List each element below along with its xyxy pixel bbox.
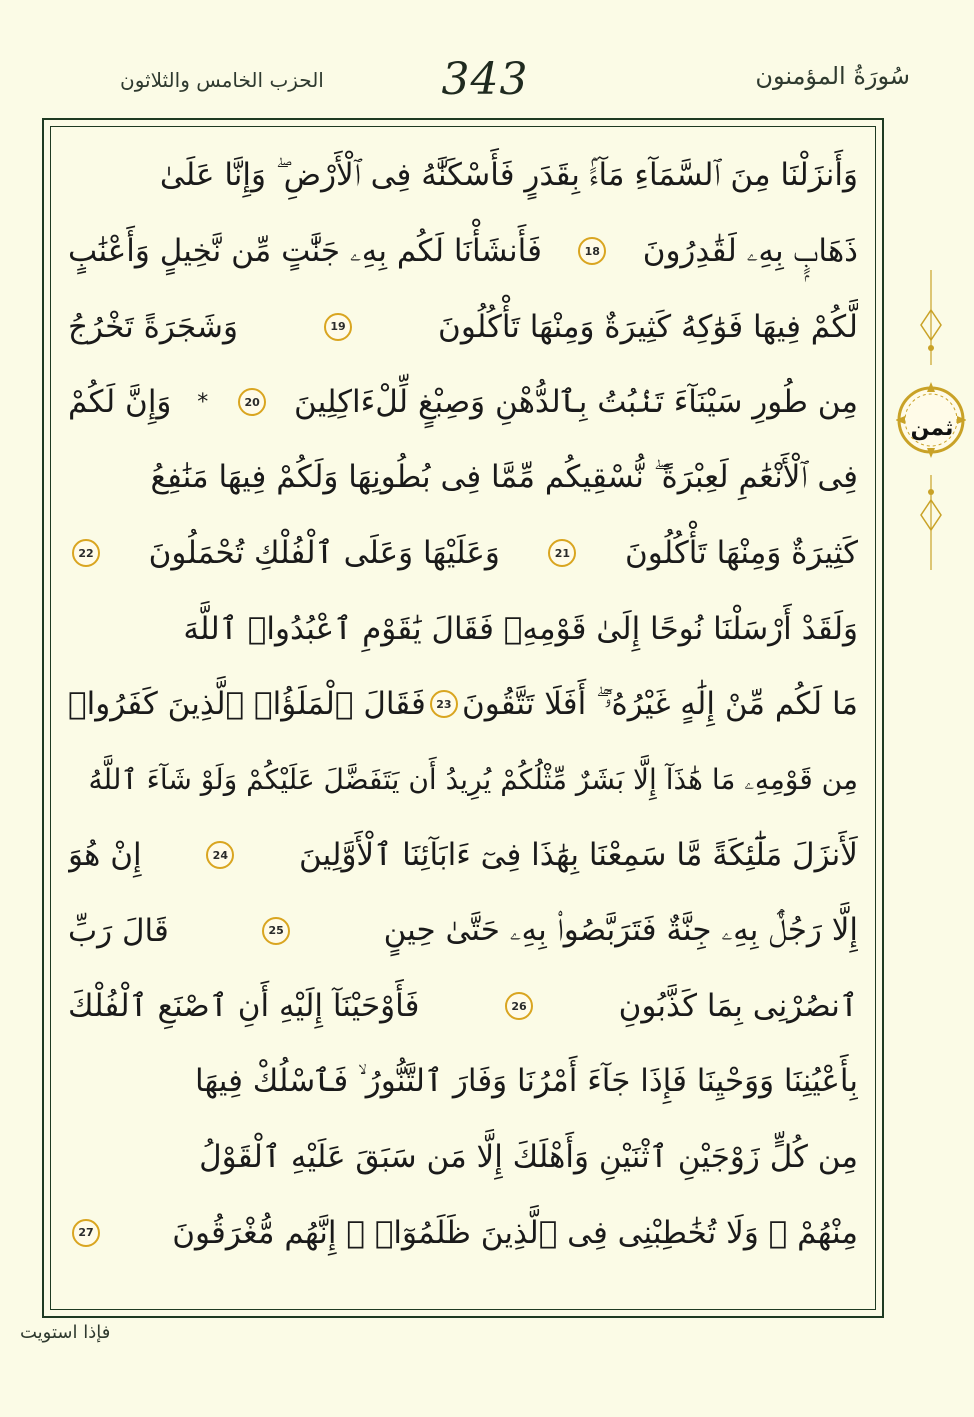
text-frame [42,118,884,1318]
verse-text: وَإِنَّ لَكُمْ [68,384,172,421]
verse-text: لَّكُمْ فِيهَا فَوَٰكِهُ كَثِيرَةٌ وَمِنْهَا تَأْكُلُونَ [438,308,858,345]
catchword: فإذا استويت [20,1322,111,1343]
verse-line [68,818,858,894]
surah-name: سُورَةُ المؤمنون [755,62,910,90]
verse-line [68,1195,858,1271]
verse-line [68,138,858,214]
ayah-number-marker: 27 [72,1219,100,1247]
verse-line [68,969,858,1045]
hizb-star-icon: * [197,389,209,415]
verse-text: فَأَنشَأْنَا لَكُم بِهِۦ جَنَّٰتٍ مِّن نَّخِيلٍ وَأَعْنَٰبٍ [68,232,542,269]
verse-text: كَثِيرَةٌ وَمِنْهَا تَأْكُلُونَ [624,535,858,572]
verse-text: لَأَنزَلَ مَلَٰٓئِكَةً مَّا سَمِعْنَا بِهَٰذَا فِىٓ ءَابَآئِنَا ٱلْأَوَّلِينَ [299,837,858,874]
thumn-marker-label: ثمن [910,416,954,441]
ayah-number-marker: 24 [206,841,234,869]
verse-text: فَأَوْحَيْنَآ إِلَيْهِ أَنِ ٱصْنَعِ ٱلْفُلْكَ [68,988,420,1025]
verse-text: إِلَّا رَجُلٌۢ بِهِۦ جِنَّةٌ فَتَرَبَّصُوا۟ بِهِۦ حَتَّىٰ حِينٍ [383,912,858,949]
verse-text: فَقَالَ ٱلْمَلَؤُا۟ ٱلَّذِينَ كَفَرُوا۟ [68,686,426,723]
verse-line [68,1044,858,1120]
verse-text: مِن كُلٍّ زَوْجَيْنِ ٱثْنَيْنِ وَأَهْلَكَ إِلَّا مَن سَبَقَ عَلَيْهِ ٱلْقَوْلُ [199,1139,858,1176]
verse-text: وَشَجَرَةً تَخْرُجُ [68,308,238,345]
verse-text: مِن طُورِ سَيْنَآءَ تَنۢبُتُ بِٱلدُّهْنِ وَصِبْغٍ لِّلْءَاكِلِينَ [294,384,858,421]
hizb-label: الحزب الخامس والثلاثون [120,68,324,92]
verse-line [68,365,858,441]
verse-line [68,1120,858,1196]
verse-line [68,289,858,365]
verse-line [68,214,858,290]
ayah-number-marker: 25 [262,917,290,945]
verse-line [68,893,858,969]
verse-line [68,667,858,743]
verse-line [68,742,858,818]
ayah-number-marker: 19 [324,313,352,341]
page-number: 343 [441,54,529,105]
verse-text: قَالَ رَبِّ [68,912,169,949]
ayah-number-marker: 21 [548,539,576,567]
verse-text: ٱنصُرْنِى بِمَا كَذَّبُونِ [618,988,858,1025]
verse-lines [68,138,858,1271]
verse-text: إِنْ هُوَ [68,837,142,874]
ayah-number-marker: 18 [578,237,606,265]
verse-line [68,591,858,667]
ayah-number-marker: 23 [430,690,458,718]
ayah-number-marker: 20 [238,388,266,416]
verse-text: وَعَلَيْهَا وَعَلَى ٱلْفُلْكِ تُحْمَلُونَ [148,535,500,572]
verse-line [68,440,858,516]
verse-text: مِنْهُمْ ۖ وَلَا تُخَٰطِبْنِى فِى ٱلَّذِينَ ظَلَمُوٓا۟ ۖ إِنَّهُم مُّغْرَقُونَ [172,1214,858,1251]
verse-text: فِى ٱلْأَنْعَٰمِ لَعِبْرَةً ۖ نُّسْقِيكُم مِّمَّا فِى بُطُونِهَا وَلَكُمْ فِيهَا مَنَٰفِعُ [150,459,858,496]
page-header [40,52,930,116]
verse-text: ذَهَابٍۭ بِهِۦ لَقَٰدِرُونَ [642,232,858,269]
verse-text: مَا لَكُم مِّنْ إِلَٰهٍ غَيْرُهُۥٓ ۖ أَفَلَا تَتَّقُونَ [461,685,858,722]
verse-text: مِن قَوْمِهِۦ مَا هَٰذَآ إِلَّا بَشَرٌ مِّثْلُكُمْ يُرِيدُ أَن يَتَفَضَّلَ عَلَيْكُمْ وَلَوْ شَآءَ ٱللَّهُ [88,762,858,796]
ayah-number-marker: 22 [72,539,100,567]
verse-text: وَلَقَدْ أَرْسَلْنَا نُوحًا إِلَىٰ قَوْمِهِۦ فَقَالَ يَٰقَوْمِ ٱعْبُدُوا۟ ٱللَّهَ [183,610,858,647]
verse-text: بِأَعْيُنِنَا وَوَحْيِنَا فَإِذَا جَآءَ أَمْرُنَا وَفَارَ ٱلتَّنُّورُ ۙ فَٱسْلُكْ فِيهَا [195,1063,858,1100]
verse-line [68,516,858,592]
ayah-number-marker: 26 [505,992,533,1020]
verse-text: وَأَنزَلْنَا مِنَ ٱلسَّمَآءِ مَآءًۢ بِقَدَرٍ فَأَسْكَنَّٰهُ فِى ٱلْأَرْضِ ۖ وَإِنَّا عَلَىٰ [159,157,858,194]
